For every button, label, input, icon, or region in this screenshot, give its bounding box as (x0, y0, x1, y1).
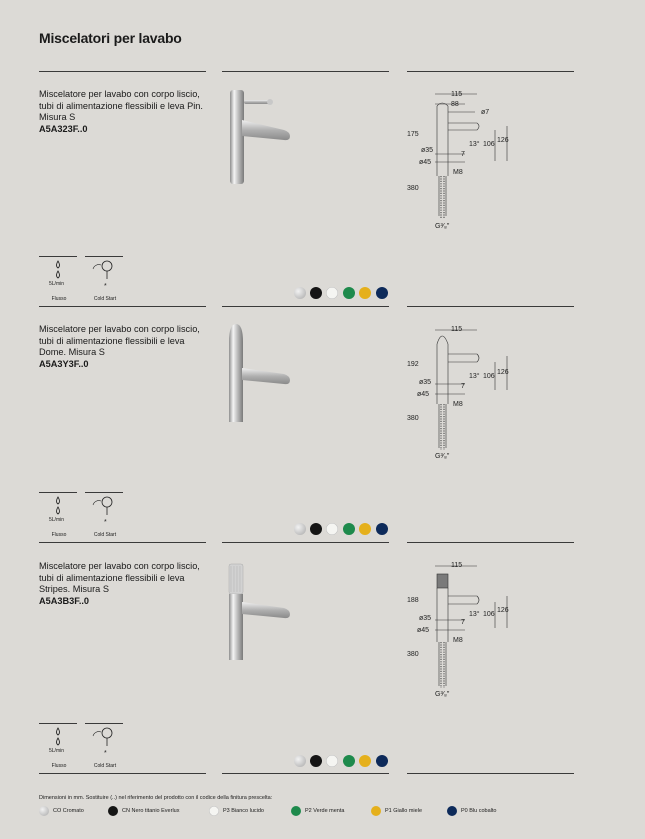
svg-text:G³⁄₈": G³⁄₈" (435, 691, 450, 698)
finish-swatch-blu[interactable] (376, 523, 388, 535)
cold-start-label: Cold Start (93, 532, 117, 538)
svg-text:126: 126 (497, 137, 509, 144)
color-dot (291, 806, 301, 816)
finish-swatch-giallo[interactable] (359, 287, 371, 299)
legend-code: CN (122, 808, 130, 814)
finish-swatches (294, 523, 390, 537)
cold-start-feature (85, 256, 123, 297)
svg-text:7: 7 (461, 619, 465, 626)
finish-swatches (294, 755, 390, 769)
svg-text:380: 380 (407, 185, 419, 192)
product-description (39, 561, 209, 607)
product-code: A5A323F..0 (39, 123, 88, 134)
flow-feature (39, 492, 77, 533)
finish-swatch-verde[interactable] (343, 523, 355, 535)
features (39, 256, 129, 306)
legend-code: P0 (461, 808, 468, 814)
svg-text:ø45: ø45 (417, 627, 430, 634)
svg-text:M8: M8 (453, 169, 463, 176)
legend-name: Verde menta (313, 808, 345, 814)
legend-item (371, 806, 422, 816)
svg-text:115: 115 (451, 91, 463, 98)
legend-code: P1 (385, 808, 392, 814)
divider (39, 306, 206, 307)
svg-text:380: 380 (407, 415, 419, 422)
finish-swatch-cromato[interactable] (294, 287, 306, 299)
cold-start-feature (85, 723, 123, 764)
svg-text:175: 175 (407, 131, 419, 138)
legend-name: Bianco lucido (231, 808, 264, 814)
divider (407, 306, 574, 307)
svg-text:88: 88 (451, 101, 459, 108)
svg-text:192: 192 (407, 361, 419, 368)
flow-feature (39, 256, 77, 297)
finish-swatch-bianco[interactable] (326, 287, 338, 299)
svg-text:7: 7 (461, 151, 465, 158)
svg-text:ø45: ø45 (417, 391, 430, 398)
page-title: Miscelatori per lavabo (39, 30, 182, 46)
legend-code: P3 (223, 808, 230, 814)
svg-text:126: 126 (497, 369, 509, 376)
flow-feature (39, 723, 77, 764)
finish-legend (39, 806, 599, 820)
flow-label: Flusso (51, 763, 67, 769)
finish-swatch-verde[interactable] (343, 755, 355, 767)
legend-item (447, 806, 496, 816)
cold-start-label: Cold Start (93, 296, 117, 302)
divider (222, 773, 389, 774)
svg-text:188: 188 (407, 597, 419, 604)
legend-code: P2 (305, 808, 312, 814)
finish-swatch-cromato[interactable] (294, 523, 306, 535)
finish-swatch-bianco[interactable] (326, 523, 338, 535)
color-dot (447, 806, 457, 816)
svg-text:ø45: ø45 (419, 159, 432, 166)
color-dot (108, 806, 118, 816)
divider (39, 773, 206, 774)
svg-text:106: 106 (483, 611, 495, 618)
product-code: A5A3Y3F..0 (39, 358, 89, 369)
svg-text:M8: M8 (453, 401, 463, 408)
color-dot (39, 806, 49, 816)
finish-swatch-blu[interactable] (376, 755, 388, 767)
svg-text:126: 126 (497, 607, 509, 614)
description-text: Miscelatore per lavabo con corpo liscio, tubi di alimentazione flessibili e leva Dome. Misura S (39, 324, 200, 357)
legend-item (209, 806, 264, 816)
svg-text:ø35: ø35 (419, 615, 432, 622)
flow-label: Flusso (51, 532, 67, 538)
divider (222, 71, 389, 72)
svg-text:ø7: ø7 (481, 109, 490, 116)
svg-text:106: 106 (483, 373, 495, 380)
flow-value: 5L/min (49, 517, 65, 523)
legend-item (291, 806, 344, 816)
finish-swatch-nero[interactable] (310, 755, 322, 767)
legend-item (108, 806, 179, 816)
description-text: Miscelatore per lavabo con corpo liscio, tubi di alimentazione flessibili e leva Pin. Misura S (39, 89, 203, 122)
legend-name: Giallo miele (393, 808, 422, 814)
finish-swatch-nero[interactable] (310, 523, 322, 535)
svg-text:G³⁄₈": G³⁄₈" (435, 223, 450, 230)
svg-text:7: 7 (461, 383, 465, 390)
legend-name: Blu cobalto (469, 808, 497, 814)
features (39, 723, 129, 773)
finish-swatches (294, 287, 390, 301)
svg-text:115: 115 (451, 326, 463, 333)
svg-text:M8: M8 (453, 637, 463, 644)
svg-text:13°: 13° (469, 141, 480, 148)
divider (407, 542, 574, 543)
divider (222, 306, 389, 307)
finish-swatch-verde[interactable] (343, 287, 355, 299)
cold-start-icon (85, 724, 123, 762)
divider (39, 542, 206, 543)
divider (222, 542, 389, 543)
legend-code: CO (53, 808, 62, 814)
svg-text:*: * (104, 519, 107, 526)
technical-drawing (405, 558, 525, 703)
svg-text:ø35: ø35 (419, 379, 432, 386)
finish-swatch-blu[interactable] (376, 287, 388, 299)
svg-text:380: 380 (407, 651, 419, 658)
color-dot (371, 806, 381, 816)
flow-label: Flusso (51, 296, 67, 302)
legend-item (39, 806, 84, 816)
svg-text:*: * (104, 283, 107, 290)
faucet-pin-image (222, 86, 302, 186)
product-description (39, 89, 209, 135)
product-code: A5A3B3F..0 (39, 595, 90, 606)
finish-swatch-bianco[interactable] (326, 755, 338, 767)
finish-swatch-nero[interactable] (310, 287, 322, 299)
flow-value: 5L/min (49, 748, 65, 754)
features (39, 492, 129, 542)
svg-text:G³⁄₈": G³⁄₈" (435, 453, 450, 460)
cold-start-icon (85, 257, 123, 295)
cold-start-feature (85, 492, 123, 533)
svg-text:ø35: ø35 (421, 147, 434, 154)
faucet-stripes-image (222, 560, 302, 665)
color-dot (209, 806, 219, 816)
product-description (39, 324, 209, 370)
finish-swatch-giallo[interactable] (359, 523, 371, 535)
svg-text:13°: 13° (469, 611, 480, 618)
description-text: Miscelatore per lavabo con corpo liscio, tubi di alimentazione flessibili e leva Stripes. Misura S (39, 561, 200, 594)
cold-start-icon (85, 493, 123, 531)
technical-drawing (405, 86, 525, 231)
flow-value: 5L/min (49, 281, 65, 287)
svg-text:115: 115 (451, 562, 463, 569)
legend-name: Nero titanio Everlux (131, 808, 180, 814)
svg-text:*: * (104, 750, 107, 757)
svg-text:106: 106 (483, 141, 495, 148)
finish-swatch-cromato[interactable] (294, 755, 306, 767)
legend-name: Cromato (62, 808, 84, 814)
footer-note: Dimensioni in mm. Sostituire (..) nel riferimento del prodotto con il codice della finitura prescelta: (39, 795, 273, 801)
divider (39, 71, 206, 72)
divider (407, 71, 574, 72)
divider (407, 773, 574, 774)
technical-drawing (405, 322, 525, 467)
cold-start-label: Cold Start (93, 763, 117, 769)
svg-text:13°: 13° (469, 373, 480, 380)
faucet-dome-image (222, 322, 302, 427)
finish-swatch-giallo[interactable] (359, 755, 371, 767)
